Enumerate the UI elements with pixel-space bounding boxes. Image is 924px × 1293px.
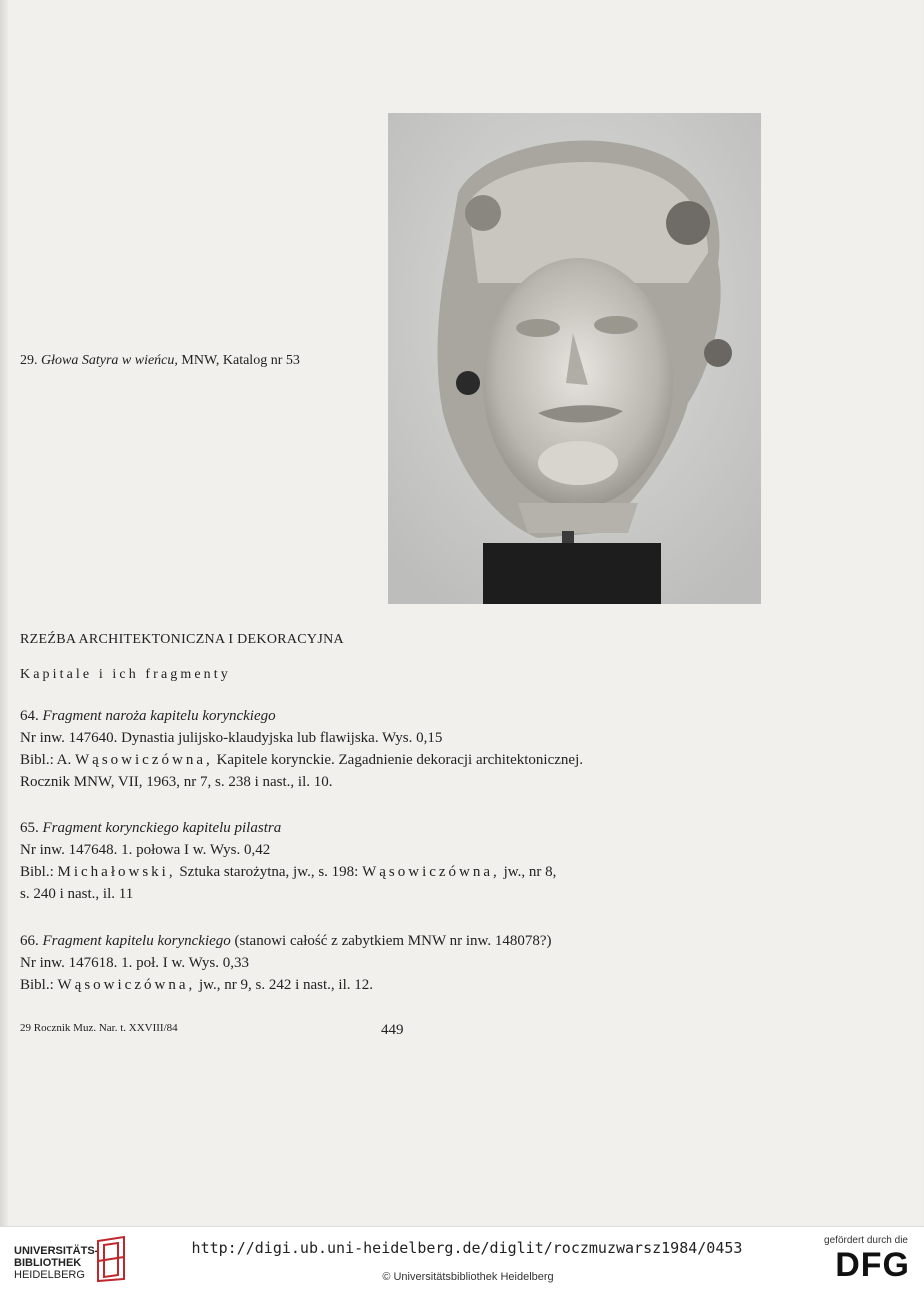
bibl-author-2: Wąsowiczówna, [362,864,500,880]
entry-title-line [20,817,556,839]
logo-line-3: HEIDELBERG [14,1269,85,1281]
bibl-author: Wąsowiczówna, [75,752,213,768]
entry-bibliography [20,861,556,883]
viewer-footer-bar [0,1226,924,1293]
entry-line: Rocznik MNW, VII, 1963, nr 7, s. 238 i nast., il. 10. [20,774,333,790]
scan-page-edge [0,0,8,1226]
logo-line-1: UNIVERSITÄTS- [14,1245,99,1257]
entry-line: Nr inw. 147618. 1. poł. I w. Wys. 0,33 [20,955,249,971]
photo-satyr-head [388,113,761,604]
copyright-notice: © Universitätsbibliothek Heidelberg [382,1271,554,1283]
logo-line-2: BIBLIOTHEK [14,1257,82,1269]
section-heading: RZEŹBA ARCHITEKTONICZNA I DEKORACYJNA [20,632,344,647]
entry-title-line [20,930,552,952]
catalog-entry-65 [20,817,556,905]
entry-title: Fragment kapitelu korynckiego [42,933,231,949]
page-footer-signature: 29 Rocznik Muz. Nar. t. XXVIII/84 [20,1022,178,1034]
bibl-author: Wąsowiczówna, [57,977,196,993]
entry-line: s. 240 i nast., il. 11 [20,886,134,902]
page-number: 449 [381,1022,404,1038]
satyr-head-image [388,113,761,604]
figure-caption [20,353,300,369]
bibl-prefix: Bibl.: [20,977,58,993]
entry-title-note: (stanowi całość z zabytkiem MNW nr inw. 148078?) [230,933,552,949]
bibl-text-2: jw., nr 8, [499,864,557,880]
entry-title-line [20,705,583,727]
entry-number: 65. [20,820,39,836]
bibl-prefix: Bibl.: A. [20,752,76,768]
caption-number: 29. [20,353,38,368]
caption-source: MNW, Katalog nr 53 [181,353,300,368]
bibl-text: Sztuka starożytna, jw., s. 198: [175,864,363,880]
subsection-heading: Kapitale i ich fragmenty [20,667,231,682]
catalog-entry-64 [20,705,583,793]
catalog-entry-66 [20,930,552,996]
bibl-text: Kapitele korynckie. Zagadnienie dekoracji architektonicznej. [212,752,583,768]
entry-bibliography [20,974,552,996]
bibl-text: jw., nr 9, s. 242 i nast., il. 12. [195,977,374,993]
document-url-link[interactable]: http://digi.ub.uni-heidelberg.de/diglit/roczmuzwarsz1984/0453 [191,1239,743,1257]
entry-line: Nr inw. 147640. Dynastia julijsko-klaudyjska lub flawijska. Wys. 0,15 [20,730,443,746]
bibl-prefix: Bibl.: [20,864,58,880]
entry-title: Fragment korynckiego kapitelu pilastra [42,820,282,836]
entry-line: Nr inw. 147648. 1. połowa I w. Wys. 0,42 [20,842,271,858]
dfg-logo[interactable]: DFG [835,1246,910,1284]
funded-by-label: gefördert durch die [824,1235,908,1246]
entry-number: 66. [20,933,39,949]
entry-bibliography [20,749,583,771]
caption-title: Głowa Satyra w wieńcu, [41,353,178,368]
entry-number: 64. [20,708,39,724]
entry-title: Fragment naroża kapitelu korynckiego [42,708,276,724]
bibl-author: Michałowski, [57,864,176,880]
